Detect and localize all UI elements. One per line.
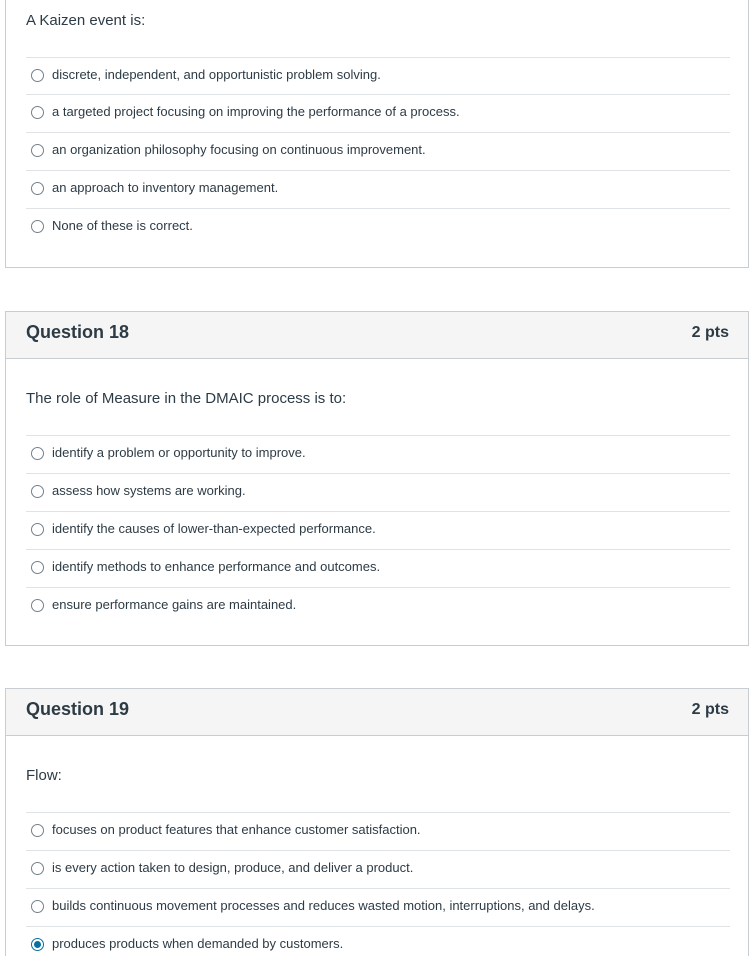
answer-label: identify methods to enhance performance and outcomes.	[52, 559, 381, 574]
question-title: Question 18	[26, 322, 130, 342]
answer-label: None of these is correct.	[52, 218, 193, 233]
answer-label: discrete, independent, and opportunistic problem solving.	[52, 67, 381, 82]
question-header	[6, 312, 748, 359]
question-18-card	[5, 311, 749, 646]
question-17-card	[5, 0, 749, 268]
answer-option[interactable]	[26, 549, 730, 587]
answer-option[interactable]	[26, 926, 730, 956]
answer-option[interactable]	[26, 812, 730, 850]
question-18-text: The role of Measure in the DMAIC process is to:	[26, 390, 347, 407]
answer-option[interactable]	[26, 473, 730, 511]
answer-option[interactable]	[26, 170, 730, 208]
radio-button[interactable]	[31, 69, 44, 82]
answer-label: produces products when demanded by customers.	[52, 936, 344, 951]
answer-label: identify the causes of lower-than-expected performance.	[52, 521, 376, 536]
answer-label: a targeted project focusing on improving the performance of a process.	[52, 104, 460, 119]
question-19-card	[5, 688, 749, 956]
answer-option[interactable]	[26, 94, 730, 132]
answer-label: an organization philosophy focusing on continuous improvement.	[52, 142, 426, 157]
radio-button[interactable]	[31, 485, 44, 498]
radio-button[interactable]	[31, 220, 44, 233]
radio-button[interactable]	[31, 862, 44, 875]
radio-button[interactable]	[31, 106, 44, 119]
radio-button[interactable]	[31, 144, 44, 157]
radio-button[interactable]	[31, 523, 44, 536]
answer-option[interactable]	[26, 511, 730, 549]
answer-option[interactable]	[26, 850, 730, 888]
question-19-text: Flow:	[26, 767, 62, 784]
question-title: Question 19	[26, 699, 130, 719]
answer-label: focuses on product features that enhance customer satisfaction.	[52, 822, 421, 837]
answer-label: ensure performance gains are maintained.	[52, 597, 297, 612]
radio-button[interactable]	[31, 182, 44, 195]
question-17-text: A Kaizen event is:	[26, 12, 146, 29]
radio-button[interactable]	[31, 561, 44, 574]
question-header	[6, 689, 748, 736]
radio-button-selected[interactable]	[31, 938, 44, 951]
radio-button[interactable]	[31, 447, 44, 460]
answer-label: identify a problem or opportunity to improve.	[52, 445, 306, 460]
radio-button[interactable]	[31, 900, 44, 913]
answer-label: assess how systems are working.	[52, 483, 246, 498]
answer-label: builds continuous movement processes and reduces wasted motion, interruptions, and delays.	[52, 898, 595, 913]
answer-option[interactable]	[26, 587, 730, 625]
answer-option[interactable]	[26, 435, 730, 473]
answer-option[interactable]	[26, 132, 730, 170]
question-points: 2 pts	[691, 701, 729, 718]
radio-button[interactable]	[31, 599, 44, 612]
answer-option[interactable]	[26, 888, 730, 926]
question-19-answers	[26, 812, 730, 956]
question-17-answers	[26, 57, 730, 246]
question-18-answers	[26, 435, 730, 625]
answer-option[interactable]	[26, 57, 730, 94]
radio-button[interactable]	[31, 824, 44, 837]
answer-label: an approach to inventory management.	[52, 180, 279, 195]
answer-label: is every action taken to design, produce, and deliver a product.	[52, 860, 414, 875]
question-points: 2 pts	[691, 324, 729, 341]
answer-option[interactable]	[26, 208, 730, 246]
